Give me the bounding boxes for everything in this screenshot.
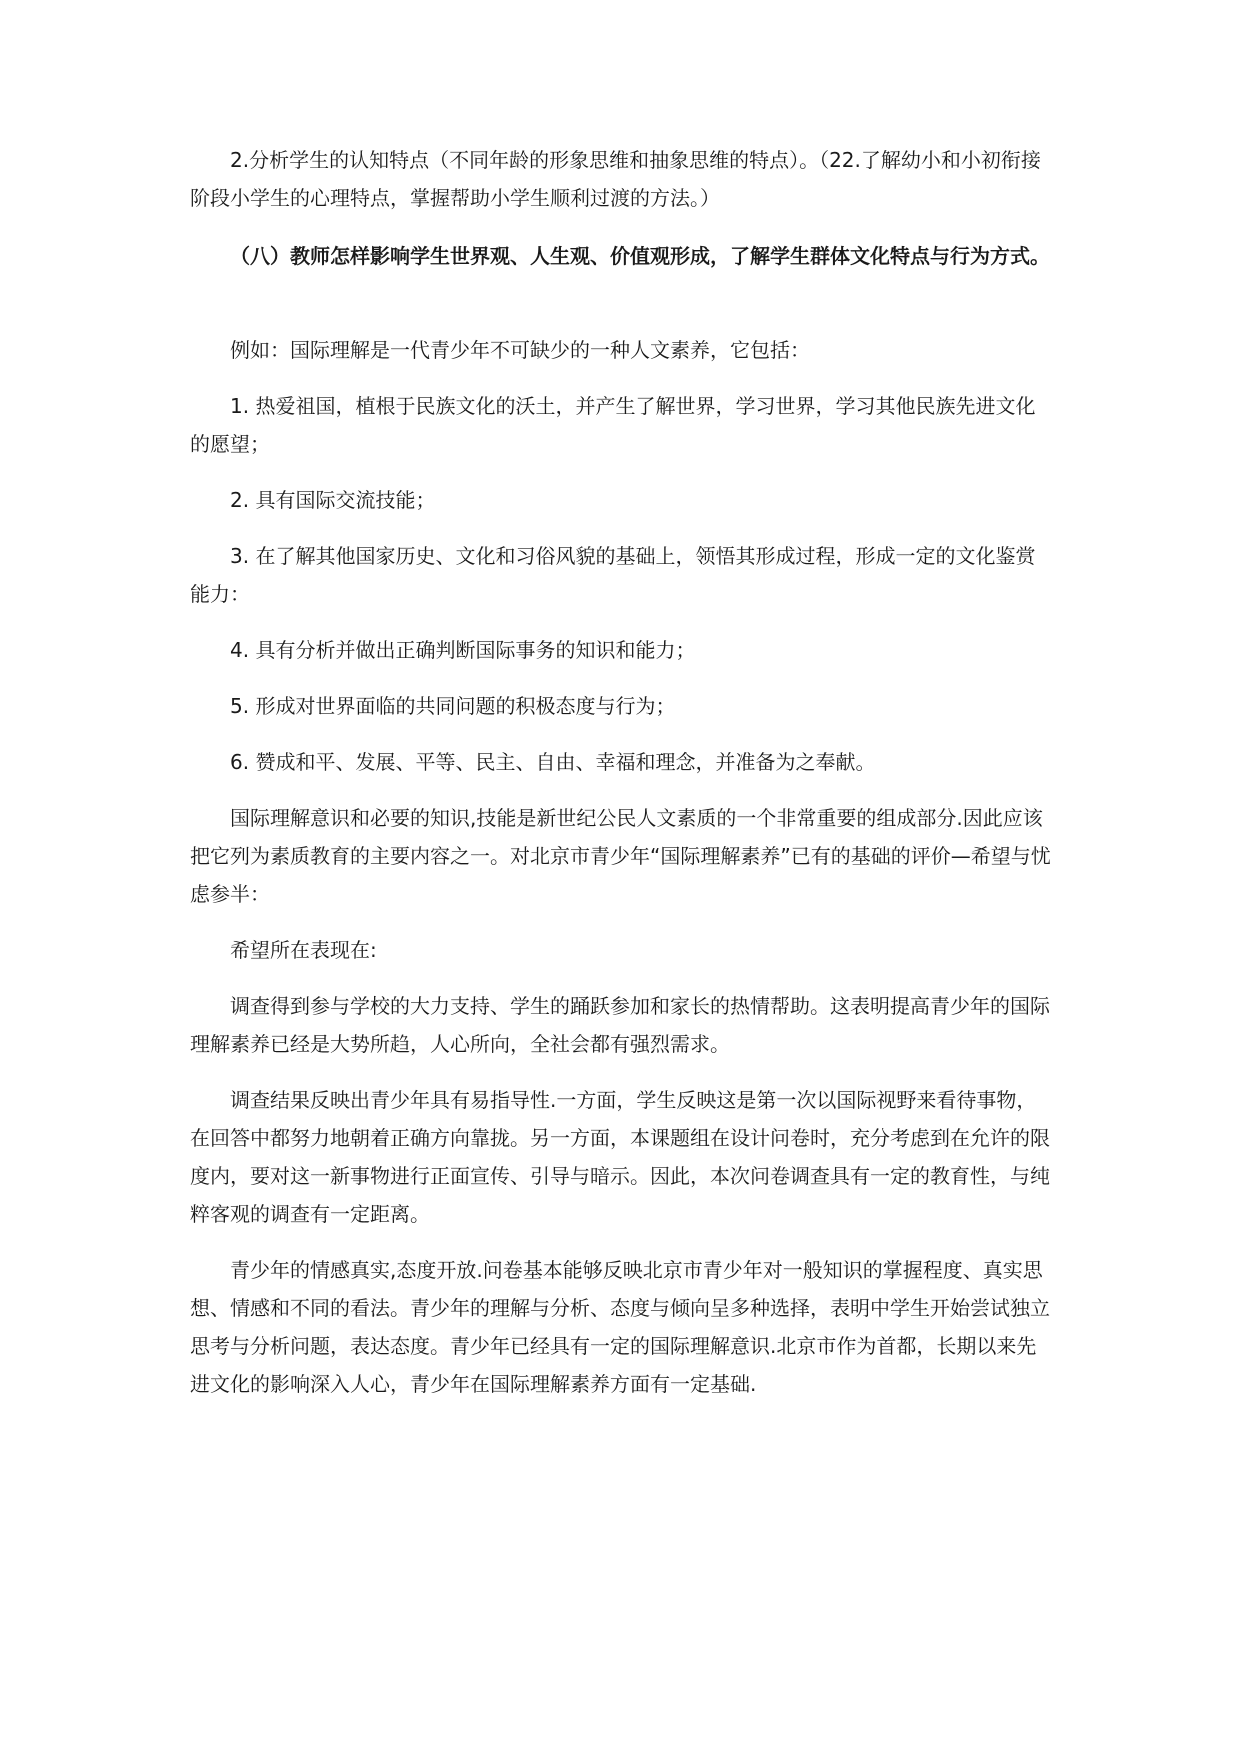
list-item-2: 2. 具有国际交流技能； [230, 488, 436, 512]
list-item-6: 6. 赞成和平、发展、平等、民主、自由、幸福和理念，并准备为之奉献。 [230, 750, 876, 774]
paragraph-survey-support: 调查得到参与学校的大力支持、学生的踊跃参加和家长的热情帮助。这表明提高青少年的国际理解素养已经是大势所趋，人心所向，全社会都有强烈需求。 [190, 994, 1050, 1056]
paragraph-youth-emotions: 青少年的情感真实,态度开放.问卷基本能够反映北京市青少年对一般知识的掌握程度、真实思想、情感和不同的看法。青少年的理解与分析、态度与倾向呈多种选择，表明中学生开始尝试独立思考与分析问题，表达态度。青少年已经具有一定的国际理解意识.北京市作为首都，长期以来先进文化的影响深入人心，青少年在国际理解素养方面有一定基础. [190, 1258, 1050, 1396]
list-item-3: 3. 在了解其他国家历史、文化和习俗风貌的基础上，领悟其形成过程，形成一定的文化鉴赏能力： [190, 544, 1036, 606]
list-item-4: 4. 具有分析并做出正确判断国际事务的知识和能力； [230, 638, 696, 662]
heading-section-eight: （八）教师怎样影响学生世界观、人生观、价值观形成，了解学生群体文化特点与行为方式。 [230, 244, 1050, 268]
list-item-1: 1. 热爱祖国，植根于民族文化的沃土，并产生了解世界，学习世界，学习其他民族先进文化的愿望； [190, 394, 1036, 456]
paragraph-hope-heading: 希望所在表现在: [230, 938, 377, 962]
list-item-5: 5. 形成对世界面临的共同问题的积极态度与行为； [230, 694, 676, 718]
paragraph-cognitive-features: 2.分析学生的认知特点（不同年龄的形象思维和抽象思维的特点）。（22.了解幼小和小初衔接阶段小学生的心理特点，掌握帮助小学生顺利过渡的方法。） [190, 148, 1041, 210]
paragraph-survey-results: 调查结果反映出青少年具有易指导性.一方面，学生反映这是第一次以国际视野来看待事物，在回答中都努力地朝着正确方向靠拢。另一方面，本课题组在设计问卷时，充分考虑到在允许的限度内，要对这一新事物进行正面宣传、引导与暗示。因此，本次问卷调查具有一定的教育性，与纯粹客观的调查有一定距离。 [190, 1088, 1050, 1226]
paragraph-international-understanding: 国际理解意识和必要的知识,技能是新世纪公民人文素质的一个非常重要的组成部分.因此应该把它列为素质教育的主要内容之一。对北京市青少年“国际理解素养”已有的基础的评价—希望与忧虑参半： [190, 806, 1051, 906]
paragraph-example-intro: 例如：国际理解是一代青少年不可缺少的一种人文素养，它包括： [230, 338, 810, 362]
